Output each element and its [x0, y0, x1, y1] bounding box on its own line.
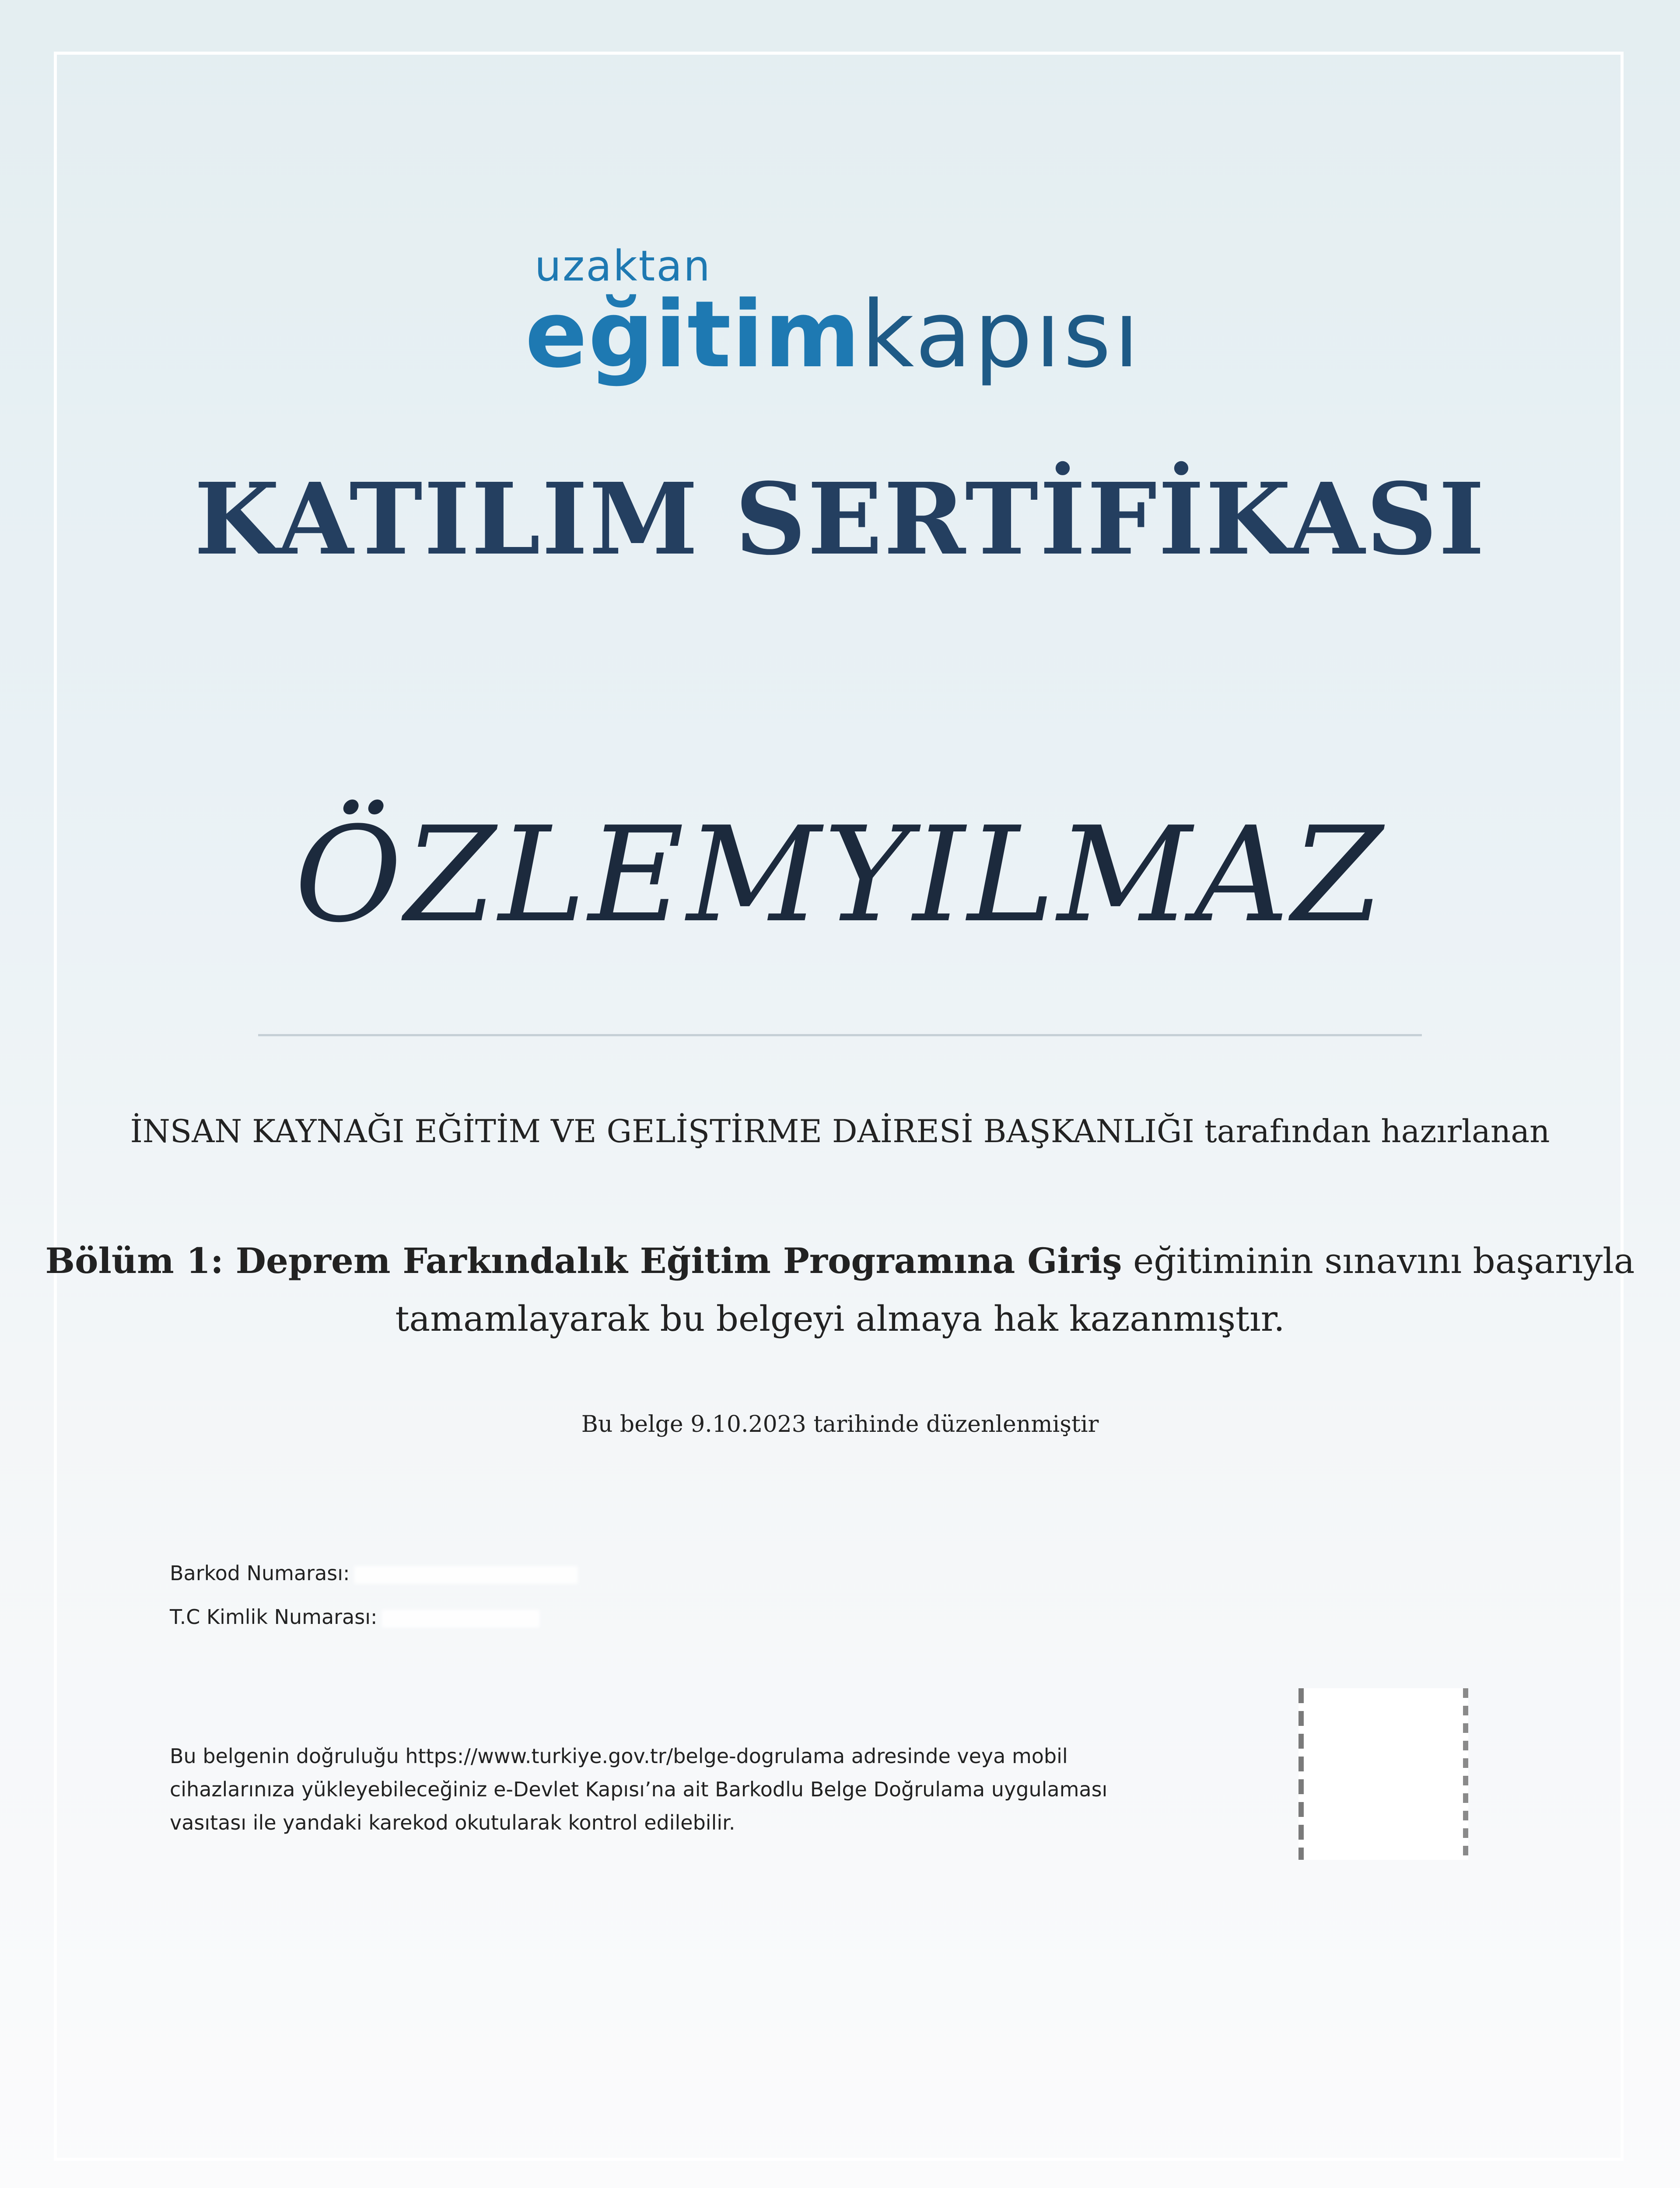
- barcode-value-redacted: [354, 1566, 578, 1584]
- logo-main-primary: eğitim: [525, 281, 861, 388]
- id-number-label: T.C Kimlik Numarası:: [170, 1605, 378, 1629]
- course-suffix: eğitiminin sınavını başarıyla tamamlayarak bu belgeyi almaya hak kazanmıştır.: [395, 1241, 1635, 1339]
- uzaktan-egitim-kapisi-logo: [525, 242, 1181, 394]
- qr-code-left-edge: [1298, 1688, 1304, 1860]
- barcode-field: [170, 1551, 578, 1595]
- verification-text: Bu belgenin doğruluğu https://www.turkiye.gov.tr/belge-dogrulama adresinde veya mobil cihazlarınıza yükleyebileceğiniz e-Devlet Kapısı’na ait Barkodlu Belge Doğrulama uygulaması vasıtası ile yandaki karekod okutularak kontrol edilebilir.: [170, 1744, 1108, 1834]
- id-number-value-redacted: [382, 1610, 539, 1627]
- issuer-text: [0, 1106, 1680, 1157]
- certificate-fields: [170, 1551, 578, 1639]
- issuer-text-content: İNSAN KAYNAĞI EĞİTİM VE GELİŞTİRME DAİRESİ BAŞKANLIĞI tarafından hazırlanan: [130, 1113, 1550, 1150]
- issue-date: Bu belge 9.10.2023 tarihinde düzenlenmiştir: [581, 1411, 1099, 1438]
- certificate-title: KATILIM SERTİFİKASI: [194, 462, 1486, 577]
- recipient-name: ÖZLEMYILMAZ: [294, 799, 1386, 951]
- logo-top-text: uzaktan: [535, 242, 711, 291]
- logo-main-secondary: kapısı: [861, 281, 1142, 388]
- logo-main-text: [525, 281, 1142, 388]
- qr-code-right-edge: [1463, 1688, 1468, 1860]
- qr-code: [1298, 1688, 1468, 1860]
- name-divider: [258, 1034, 1422, 1036]
- course-statement: [0, 1232, 1680, 1348]
- barcode-label: Barkod Numarası:: [170, 1561, 350, 1585]
- id-number-field: [170, 1595, 578, 1639]
- course-name: Bölüm 1: Deprem Farkındalık Eğitim Programına Giriş: [45, 1240, 1122, 1281]
